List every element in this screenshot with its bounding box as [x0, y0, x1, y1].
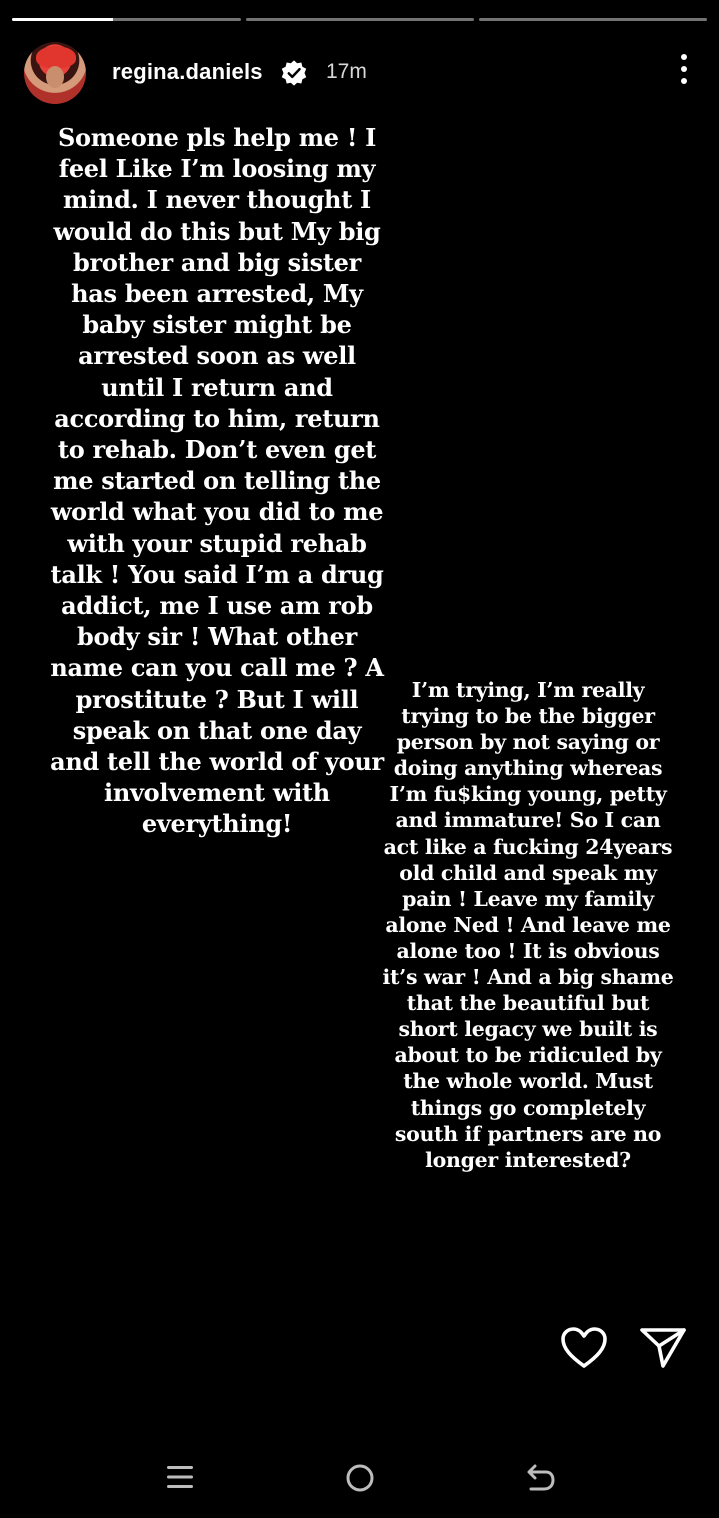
home-icon[interactable] [344, 1462, 376, 1494]
avatar[interactable] [24, 42, 86, 104]
more-options-icon[interactable] [677, 54, 691, 90]
progress-segment [479, 18, 707, 21]
back-icon[interactable] [524, 1462, 556, 1494]
system-navigation-bar [0, 1440, 719, 1518]
story-text-right: I’m trying, I’m really trying to be the bigger person by not saying or doing anything whereas I’m fu$king young, petty and immature! So I can act like a fucking 24years old child and speak my pain ! Leave my family alone Ned ! And leave me alone too ! It is obvious it’s war ! And a big shame that the beautiful but short legacy we built is about to be ridiculed by the whole world. Must things go completely south if partners are no longer interested? [382, 678, 674, 1172]
verified-badge-icon [280, 59, 308, 87]
story-header [24, 40, 695, 104]
progress-segment [246, 18, 474, 21]
post-time: 17m [326, 60, 367, 83]
story-actions [0, 1318, 719, 1378]
heart-icon[interactable] [560, 1326, 608, 1370]
username[interactable]: regina.daniels [112, 59, 263, 84]
progress-segment [12, 18, 241, 21]
story-text-left: Someone pls help me ! I feel Like I’m loosing my mind. I never thought I would do this but My big brother and big sister has been arrested, My baby sister might be arrested soon as well until I return and according to him, return to rehab. Don’t even get me started on telling the world what you did to me with your stupid rehab talk ! You said I’m a drug addict, me I use am rob body sir ! What other name can you call me ? A prostitute ? But I will speak on that one day and tell the world of your involvement with everything! [50, 123, 384, 839]
story-progress-bar [12, 18, 707, 22]
recent-apps-icon[interactable] [166, 1462, 194, 1492]
send-icon[interactable] [638, 1326, 688, 1370]
